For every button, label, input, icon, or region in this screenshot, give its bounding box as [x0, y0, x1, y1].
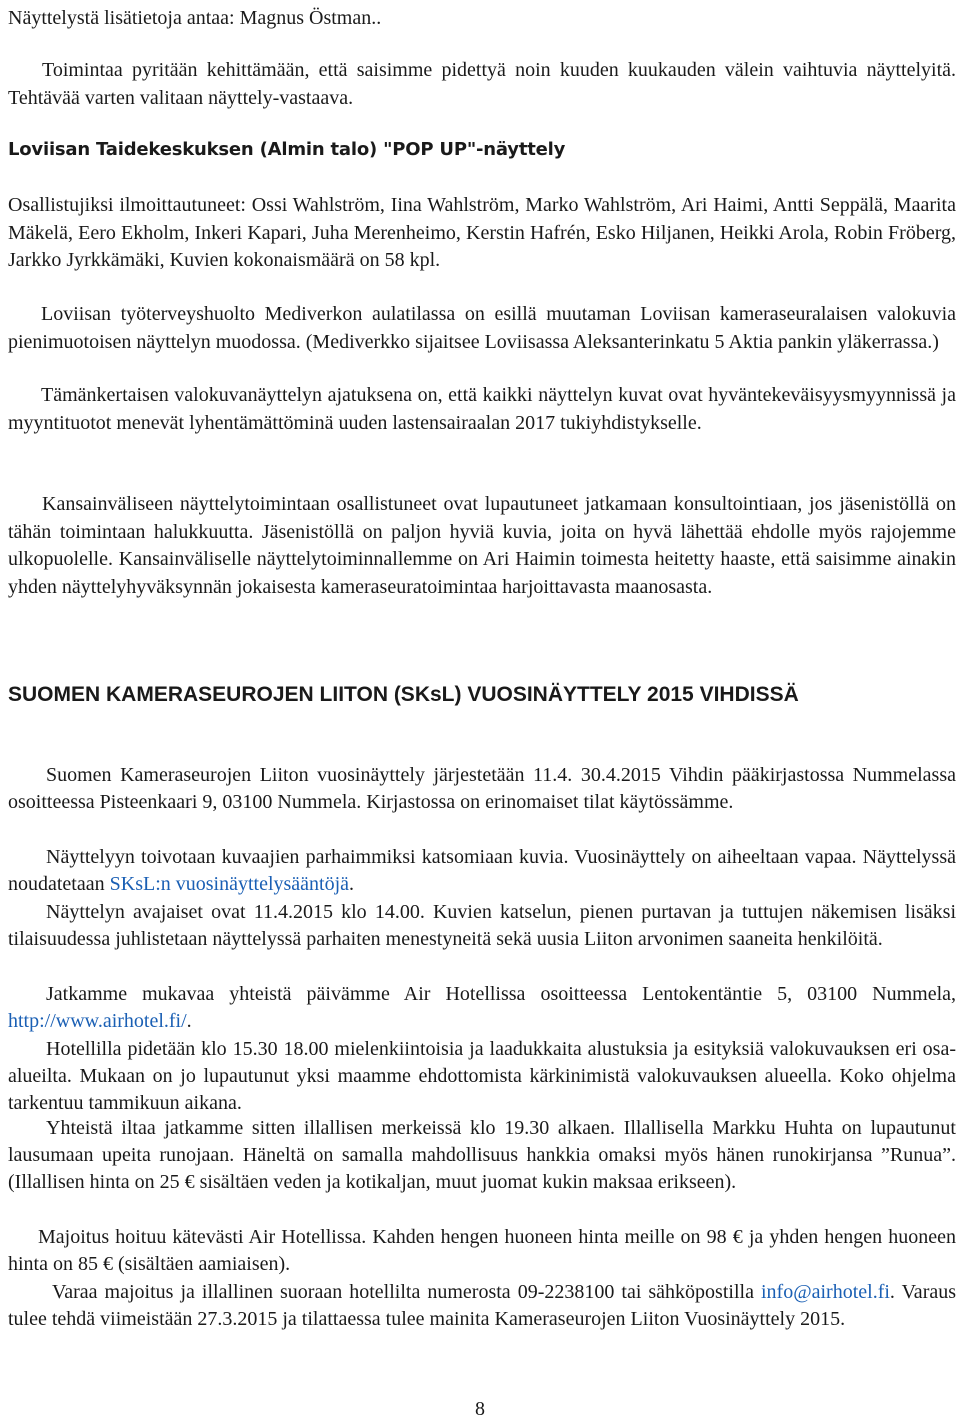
contact-line: Näyttelystä lisätietoja antaa: Magnus Östman.. [8, 7, 382, 29]
international-paragraph: Kansainväliseen näyttelytoimintaan osallistuneet ovat lupautuneet jatkamaan konsultointiaan, jos jäsenistöllä on tähän toimintaan halukkuutta. Jäsenistöllä on paljon hyviä kuvia, joita on hyvä lähettää ehdolle myös rajojemme ulkopuolelle. Kansainväliselle näyttelytoiminnallemme on Ari Haimin toimesta heitetty haaste, että saisimme ainakin yhden näyttelyhyväksynnän jokaisesta kameraseuratoimintaa harjoittavasta maanosasta. [8, 493, 956, 598]
page-number: 8 [475, 1398, 485, 1420]
sksl-paragraph-4 [8, 981, 956, 1035]
participants-paragraph: Osallistujiksi ilmoittautuneet: Ossi Wahlström, Iina Wahlström, Marko Wahlström, Ari Haimi, Antti Seppälä, Maarita Mäkelä, Eero Ekholm, Inkeri Kapari, Juha Merenheimo, Kerstin Hafrén, Esko Hiljanen, Heikki Arola, Robin Fröberg, Jarkko Jyrkkämäki, Kuvien kokonaismäärä on 58 kpl. [8, 194, 956, 271]
airhotel-link[interactable]: http://www.airhotel.fi/ [8, 1010, 187, 1033]
sksl-paragraph-1: Suomen Kameraseurojen Liiton vuosinäyttely järjestetään 11.4. 30.4.2015 Vihdin pääkirjastossa Nummelassa osoitteessa Pisteenkaari 9, 03100 Nummela. Kirjastossa on erinomaiset tilat käytössämme. [8, 764, 956, 814]
sksl-paragraph-4-end: . [186, 1010, 192, 1033]
sksl-paragraph-5: Hotellilla pidetään klo 15.30 18.00 mielenkiintoisia ja laadukkaita alustuksia ja esityksiä valokuvauksen eri osa-alueilta. Mukaan on jo lupautunut yksi maamme ehdottomista kärkinimistä valokuvauksen alueella. Koko ohjelma tarkentuu tammikuun aikana. [8, 1038, 956, 1115]
popup-section-title: Loviisan Taidekeskuksen (Almin talo) "POP UP"-näyttely [8, 139, 566, 160]
sksl-paragraph-8 [8, 1279, 956, 1333]
sksl-paragraph-2 [8, 844, 956, 898]
sksl-paragraph-6: Yhteistä iltaa jatkamme sitten illallisen merkeissä klo 19.30 alkaen. Illallisella Markku Huhta on lupautunut lausumaan upeita runojaan. Häneltä on samalla mahdollisuus hankkia omaksi myös hänen runokirjansa ”Runua”. (Illallisen hinta on 25 € sisältäen veden ja kotikaljan, muut juomat kukin maksaa erikseen). [8, 1117, 956, 1194]
rules-link[interactable]: SKsL:n vuosinäyttelysääntöjä [109, 873, 350, 896]
charity-paragraph: Tämänkertaisen valokuvanäyttelyn ajatuksena on, että kaikki näyttelyn kuvat ovat hyväntekeväisyysmyynnissä ja myyntituotot menevät lyhentämättöminä uuden lastensairaalan 2017 tukiyhdistykselle. [8, 384, 956, 434]
sksl-paragraph-8-text: Varaa majoitus ja illallinen suoraan hotellilta numerosta 09-2238100 tai sähköpostilla [52, 1281, 761, 1303]
email-link[interactable]: info@airhotel.fi [760, 1281, 890, 1303]
sksl-paragraph-8-end: . Varaus tulee tehdä viimeistään 27.3.2015 ja tilattaessa tulee mainita Kameraseurojen Liiton Vuosinäyttely 2015. [8, 1281, 957, 1331]
aim-paragraph: Toimintaa pyritään kehittämään, että saisimme pidettyä noin kuuden kuukauden välein vaihtuvia näyttelyitä. Tehtävää varten valitaan näyttely-vastaava. [8, 59, 956, 109]
mediverkko-paragraph: Loviisan työterveyshuolto Mediverkon aulatilassa on esillä muutaman Loviisan kameraseuralaisen valokuvia pienimuotoisen näyttelyn muodossa. (Mediverkko sijaitsee Loviisassa Aleksanterinkatu 5 Aktia pankin yläkerrassa.) [8, 303, 956, 353]
sksl-section-title: SUOMEN KAMERASEUROJEN LIITON (SKsL) VUOSINÄYTTELY 2015 VIHDISSÄ [8, 683, 799, 706]
sksl-paragraph-3: Näyttelyn avajaiset ovat 11.4.2015 klo 14.00. Kuvien katselun, pienen purtavan ja tuttujen näkemisen lisäksi tilaisuudessa juhlistetaan näyttelyssä parhaiten menestyneitä sekä uusia Liiton arvonimen saaneita henkilöitä. [8, 901, 956, 951]
sksl-paragraph-2-text: Näyttelyyn toivotaan kuvaajien parhaimmiksi katsomiaan kuvia. Vuosinäyttely on aiheeltaan vapaa. Näyttelyssä noudatetaan [8, 846, 956, 896]
sksl-paragraph-4-text: Jatkamme mukavaa yhteistä päivämme Air Hotellissa osoitteessa Lentokentäntie 5, 03100 Nummela, [46, 983, 956, 1005]
sksl-paragraph-7: Majoitus hoituu kätevästi Air Hotellissa. Kahden hengen huoneen hinta meille on 98 € ja yhden hengen huoneen hinta on 85 € (sisältäen aamiaisen). [8, 1226, 956, 1276]
sksl-paragraph-2-end: . [349, 873, 355, 896]
